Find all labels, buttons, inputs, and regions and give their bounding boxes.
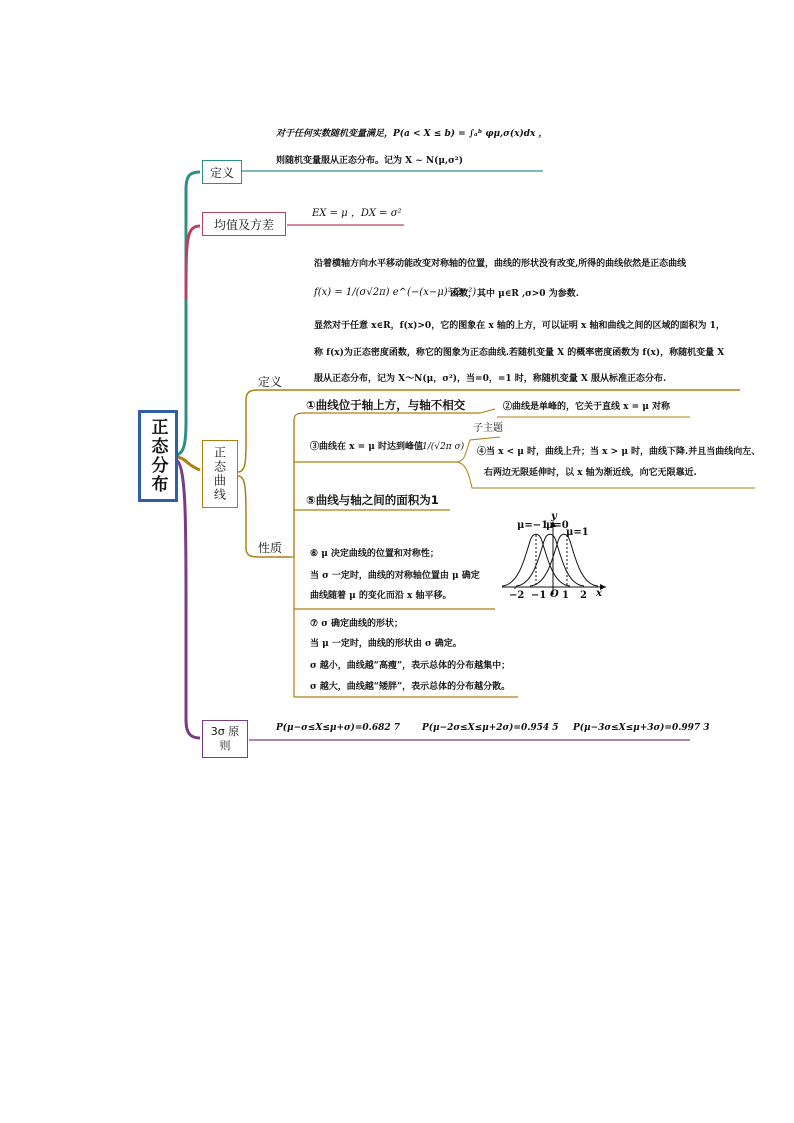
- sub-definition-label[interactable]: 定义: [258, 375, 283, 389]
- plot-tick-origin: O: [550, 589, 559, 600]
- curve-intro-line: 沿着横轴方向水平移动能改变对称轴的位置，曲线的形状没有改变,所得的曲线依然是正态曲线: [314, 259, 687, 269]
- plot-x-label: x: [596, 588, 602, 599]
- curve-para1: 显然对于任意 x∈R，f(x)>0，它的图象在 x 轴的上方，可以证明 x 轴和曲线之间的区域的面积为 1，: [314, 321, 725, 331]
- mean-variance-formula: EX = μ ，DX = σ²: [312, 208, 402, 219]
- density-formula: f(x) = 1/(σ√2π) e^(−(x−μ)²/2σ²): [314, 287, 477, 298]
- three-sigma-p3: P(μ−3σ≤X≤μ+3σ)=0.997 3: [573, 723, 710, 733]
- sub-properties-label[interactable]: 性质: [258, 541, 283, 555]
- prop7-line1[interactable]: ⑦ σ 确定曲线的形状；: [310, 619, 403, 629]
- three-sigma-node[interactable]: [202, 720, 248, 758]
- subtopic-label[interactable]: 子主题: [473, 423, 503, 434]
- curve-mu-1: [530, 534, 598, 586]
- prop2-text[interactable]: ②曲线是单峰的，它关于直线 x = μ 对称: [503, 402, 671, 412]
- plot-tick-2: 2: [580, 590, 587, 601]
- prop7-line2: 当 μ 一定时，曲线的形状由 σ 确定。: [310, 639, 462, 649]
- prop3-peak: 1/(√2π σ): [422, 442, 465, 452]
- density-suffix: 函数，其中 μ∈R ,σ>0 为参数.: [450, 289, 579, 299]
- plot-tick-minus2: −2: [509, 590, 525, 601]
- prop6-line3: 曲线随着 μ 的变化而沿 x 轴平移。: [310, 591, 452, 601]
- plot-mu-label-3: μ=1: [566, 527, 589, 538]
- plot-tick-1: 1: [562, 590, 569, 601]
- definition-node[interactable]: [202, 160, 242, 184]
- prop1-text[interactable]: ①曲线位于轴上方，与轴不相交: [306, 398, 466, 412]
- plot-mu-label-2: μ=0: [546, 520, 569, 531]
- definition-label: 定义: [209, 165, 234, 180]
- three-sigma-label: 3σ 原则: [210, 725, 240, 752]
- definition-line2: 则随机变量服从正态分布。记为 X ~ N(μ,σ²): [276, 156, 463, 166]
- prop5-text[interactable]: ⑤曲线与轴之间的面积为1: [306, 493, 439, 507]
- prop6-line2: 当 σ 一定时，曲线的对称轴位置由 μ 确定: [310, 571, 480, 581]
- root-node[interactable]: [138, 410, 178, 502]
- prop7-line4: σ 越大，曲线越“矮胖”，表示总体的分布越分散。: [310, 682, 511, 692]
- mean-variance-label: 均值及方差: [213, 217, 274, 232]
- prop4-line2: 右两边无限延伸时，以 x 轴为渐近线，向它无限靠近.: [484, 468, 697, 478]
- definition-line1: 对于任何实数随机变量满足，P(a < X ≤ b) = ∫ₐᵇ φμ,σ(x)dx ，: [276, 129, 548, 139]
- mean-variance-node[interactable]: [202, 212, 286, 236]
- root-title: 正态分布: [147, 418, 168, 494]
- curve-mu-0: [516, 534, 584, 586]
- prop3-text[interactable]: ③曲线在 x = μ 时达到峰值: [310, 442, 424, 452]
- curve-para2: 称 f(x)为正态密度函数，称它的图象为正态曲线.若随机变量 X 的概率密度函数为 f(x)，称随机变量 X: [314, 348, 725, 358]
- three-sigma-p1: P(μ−σ≤X≤μ+σ)=0.682 7: [276, 723, 400, 733]
- plot-y-label: y: [551, 511, 557, 522]
- plot-tick-minus1: −1: [531, 590, 547, 601]
- three-sigma-p2: P(μ−2σ≤X≤μ+2σ)=0.954 5: [422, 723, 559, 733]
- normal-curve-label: 正态曲线: [212, 446, 227, 502]
- normal-curve-node[interactable]: [202, 440, 238, 508]
- prop6-line1[interactable]: ⑥ μ 决定曲线的位置和对称性；: [310, 549, 439, 559]
- plot-mu-label-1: μ=−1: [517, 520, 549, 531]
- curve-para3: 服从正态分布，记为 X～N(μ，σ²)，当=0，=1 时，称随机变量 X 服从标准正态分布.: [314, 374, 667, 384]
- prop4-line1[interactable]: ④当 x < μ 时，曲线上升；当 x > μ 时，曲线下降.并且当曲线向左、: [477, 447, 761, 457]
- prop7-line3: σ 越小，曲线越“高瘦”，表示总体的分布越集中；: [310, 661, 511, 671]
